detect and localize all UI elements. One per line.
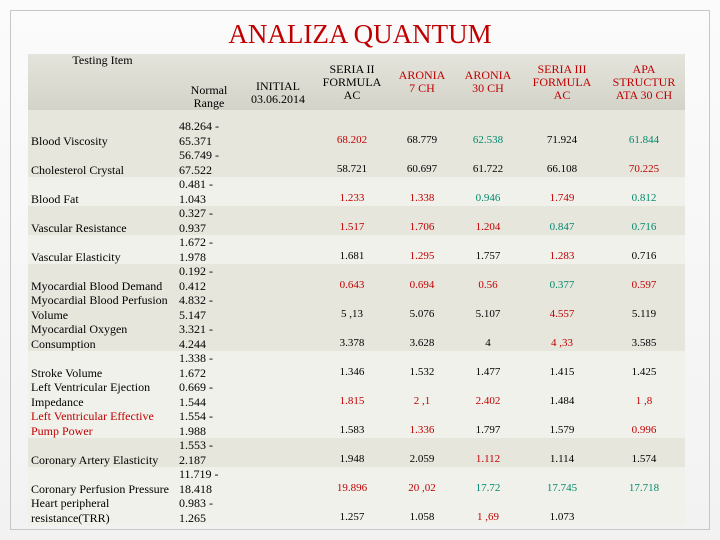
header-line: ARONIA — [398, 68, 446, 82]
value-cell: 1.204 — [475, 221, 501, 233]
value-cell: 1.346 — [339, 366, 365, 378]
testing-item-cell — [28, 409, 177, 438]
text-line: 0.669 - 1.544 — [179, 380, 213, 409]
header-line: SERIA II — [329, 61, 375, 76]
initial-cell — [241, 206, 315, 235]
value-cell: 2.402 — [475, 395, 501, 407]
value-cell: 0.694 — [409, 279, 435, 291]
text-line: 1.338 - 1.672 — [179, 351, 213, 380]
text-line: 18.418 — [179, 481, 212, 496]
value-cell: 66.108 — [546, 163, 578, 175]
normal-range-cell — [177, 177, 241, 206]
value-cell: 1.477 — [475, 366, 501, 378]
initial-cell — [241, 110, 315, 148]
value-cell: 58.721 — [336, 163, 368, 175]
value-cell: 62.538 — [472, 134, 504, 146]
header-seria-ii — [315, 54, 389, 110]
header-line: 03.06.2014 — [251, 92, 305, 106]
text-line: Cholesterol Crystal — [31, 162, 124, 177]
text-line: 4.832 - 5.147 — [179, 293, 213, 322]
text-line: 65.371 — [179, 133, 212, 148]
testing-item-cell — [28, 438, 177, 467]
testing-item-cell — [28, 322, 177, 351]
value-cell: 20 ,02 — [408, 482, 436, 494]
testing-item-cell — [28, 110, 177, 148]
table-row — [28, 409, 685, 438]
value-cell: 68.202 — [336, 134, 368, 146]
testing-item-cell — [28, 467, 177, 496]
value-cell: 61.844 — [628, 134, 660, 146]
value-cell: 4.557 — [549, 308, 575, 320]
table-row — [28, 206, 685, 235]
table-row — [28, 293, 685, 322]
normal-range-cell — [177, 496, 241, 525]
text-line: 3.321 - 4.244 — [179, 322, 213, 351]
value-cell: 3.378 — [339, 337, 365, 349]
value-cell: 17.72 — [475, 482, 501, 494]
value-cell: 19.896 — [336, 482, 368, 494]
header-line: Range — [193, 96, 225, 110]
value-cell: 68.779 — [406, 134, 438, 146]
value-cell: 2.059 — [409, 453, 435, 465]
header-line: AC — [553, 87, 571, 102]
text-line: 1.672 - 1.978 — [179, 235, 213, 264]
value-cell: 3.628 — [409, 337, 435, 349]
value-cell: 0.56 — [478, 279, 498, 291]
value-cell: 1.484 — [549, 395, 575, 407]
value-cell: 5.107 — [475, 308, 501, 320]
value-cell: 17.718 — [628, 482, 660, 494]
table-row — [28, 322, 685, 351]
header-testing-item — [28, 54, 177, 110]
value-cell: 5.119 — [631, 308, 657, 320]
text-line: Coronary Artery Elasticity — [31, 452, 159, 467]
initial-cell — [241, 148, 315, 177]
text-line: 1.554 - 1.988 — [179, 409, 213, 438]
text-line: 56.749 - — [179, 148, 219, 162]
value-cell: 1 ,69 — [477, 511, 499, 523]
table-row — [28, 110, 685, 148]
initial-cell — [241, 322, 315, 351]
text-line: Impedance — [31, 394, 84, 409]
testing-item-cell — [28, 496, 177, 525]
value-cell: 5 ,13 — [341, 308, 363, 320]
header-line: STRUCTUR — [612, 74, 676, 89]
text-line: Left Ventricular Effective — [31, 409, 154, 423]
value-cell: 1.757 — [475, 250, 501, 262]
testing-item-cell — [28, 264, 177, 293]
initial-cell — [241, 293, 315, 322]
value-cell: 0.716 — [631, 250, 657, 262]
testing-item-cell — [28, 148, 177, 177]
normal-range-cell — [177, 409, 241, 438]
value-cell: 0.643 — [339, 279, 365, 291]
text-line: Heart peripheral — [31, 496, 110, 510]
text-line: Vascular Elasticity — [31, 249, 121, 264]
initial-cell — [241, 438, 315, 467]
value-cell: 0.716 — [631, 221, 657, 233]
text-line: 11.719 - — [179, 467, 219, 481]
table-row — [28, 148, 685, 177]
value-cell: 1.517 — [339, 221, 365, 233]
value-cell: 70.225 — [628, 163, 660, 175]
text-line: Coronary Perfusion Pressure — [31, 481, 169, 496]
header-line: ATA 30 CH — [615, 87, 673, 102]
table-row — [28, 380, 685, 409]
text-line: Myocardial Blood Perfusion — [31, 293, 168, 307]
text-line: 0.327 - 0.937 — [179, 206, 213, 235]
testing-item-cell — [28, 235, 177, 264]
value-cell: 17.745 — [546, 482, 578, 494]
value-cell: 1.338 — [409, 192, 435, 204]
initial-cell — [241, 467, 315, 496]
text-line: 67.522 — [179, 162, 212, 177]
value-cell: 1.233 — [339, 192, 365, 204]
header-line: FORMULA — [532, 74, 592, 89]
testing-item-cell — [28, 380, 177, 409]
value-cell: 71.924 — [546, 134, 578, 146]
header-line: Normal — [190, 83, 228, 97]
value-cell: 3.585 — [631, 337, 657, 349]
value-cell: 0.946 — [475, 192, 501, 204]
text-line: Stroke Volume — [31, 365, 103, 380]
value-cell: 1.797 — [475, 424, 501, 436]
page-title: ANALIZA QUANTUM — [228, 19, 492, 49]
text-line: 48.264 - — [179, 119, 219, 133]
text-line: 0.983 - 1.265 — [179, 496, 213, 525]
value-cell: 4 ,33 — [551, 337, 573, 349]
normal-range-cell — [177, 467, 241, 496]
value-cell: 0.847 — [549, 221, 575, 233]
header-apa-structurata — [603, 54, 685, 110]
text-line: 1.553 - 2.187 — [179, 438, 213, 467]
text-line: 0.192 - 0.412 — [179, 264, 213, 293]
table-row — [28, 467, 685, 496]
text-line: Left Ventricular Ejection — [31, 380, 151, 394]
value-cell — [603, 496, 685, 525]
value-cell: 1.579 — [549, 424, 575, 436]
text-line: Blood Viscosity — [31, 133, 108, 148]
header-seria-iii — [521, 54, 603, 110]
normal-range-cell — [177, 293, 241, 322]
text-line: Vascular Resistance — [31, 220, 127, 235]
value-cell: 1.295 — [409, 250, 435, 262]
initial-cell — [241, 351, 315, 380]
value-cell: 1.574 — [631, 453, 657, 465]
initial-cell — [241, 380, 315, 409]
table-row — [28, 496, 685, 525]
value-cell: 0.812 — [631, 192, 657, 204]
header-line: ARONIA — [464, 68, 512, 82]
normal-range-cell — [177, 264, 241, 293]
header-normal-range — [177, 54, 241, 110]
value-cell: 1.681 — [339, 250, 365, 262]
text-line: Blood Fat — [31, 191, 79, 206]
table-row — [28, 351, 685, 380]
normal-range-cell — [177, 438, 241, 467]
value-cell: 0.597 — [631, 279, 657, 291]
table-row — [28, 438, 685, 467]
value-cell: 5.076 — [409, 308, 435, 320]
value-cell: 60.697 — [406, 163, 438, 175]
header-line: INITIAL — [256, 79, 300, 93]
header-line: 7 CH — [409, 81, 435, 95]
value-cell: 0.996 — [631, 424, 657, 436]
table-row — [28, 264, 685, 293]
header-line: 30 CH — [472, 81, 504, 95]
value-cell: 1 ,8 — [635, 395, 653, 407]
value-cell: 1.583 — [339, 424, 365, 436]
header-aronia-30ch — [455, 54, 521, 110]
value-cell: 1.706 — [409, 221, 435, 233]
text-line: Myocardial Oxygen — [31, 322, 128, 336]
text-line: Volume — [31, 307, 69, 322]
header-line: APA — [632, 61, 656, 76]
normal-range-cell — [177, 206, 241, 235]
header-aronia-7ch — [389, 54, 455, 110]
testing-item-cell — [28, 351, 177, 380]
value-cell: 1.283 — [549, 250, 575, 262]
testing-item-cell — [28, 177, 177, 206]
value-cell: 1.948 — [339, 453, 365, 465]
value-cell: 1.112 — [475, 453, 501, 465]
initial-cell — [241, 177, 315, 206]
text-line: 0.481 - 1.043 — [179, 177, 213, 206]
value-cell: 1.336 — [409, 424, 435, 436]
normal-range-cell — [177, 110, 241, 148]
header-line: Testing Item — [72, 54, 133, 67]
value-cell: 1.749 — [549, 192, 575, 204]
testing-item-cell — [28, 206, 177, 235]
text-line: Pump Power — [31, 423, 93, 438]
value-cell: 61.722 — [472, 163, 504, 175]
text-line: Myocardial Blood Demand — [31, 278, 163, 293]
text-line: Consumption — [31, 336, 96, 351]
normal-range-cell — [177, 148, 241, 177]
value-cell: 1.058 — [409, 511, 435, 523]
value-cell: 1.815 — [339, 395, 365, 407]
table-row — [28, 235, 685, 264]
header-line: SERIA III — [537, 61, 587, 76]
value-cell: 4 — [485, 337, 491, 349]
testing-item-cell — [28, 293, 177, 322]
value-cell: 0.377 — [549, 279, 575, 291]
initial-cell — [241, 235, 315, 264]
initial-cell — [241, 264, 315, 293]
initial-cell — [241, 409, 315, 438]
results-table — [28, 54, 685, 525]
value-cell: 1.257 — [339, 511, 365, 523]
header-line: FORMULA — [322, 74, 382, 89]
normal-range-cell — [177, 380, 241, 409]
header-row — [28, 54, 685, 110]
header-line: AC — [343, 87, 361, 102]
table-row — [28, 177, 685, 206]
header-initial — [241, 54, 315, 110]
value-cell: 1.425 — [631, 366, 657, 378]
normal-range-cell — [177, 322, 241, 351]
value-cell: 1.415 — [549, 366, 575, 378]
value-cell: 1.532 — [409, 366, 435, 378]
initial-cell — [241, 496, 315, 525]
value-cell: 1.114 — [549, 453, 575, 465]
normal-range-cell — [177, 351, 241, 380]
value-cell: 2 ,1 — [413, 395, 431, 407]
text-line: resistance(TRR) — [31, 510, 110, 525]
normal-range-cell — [177, 235, 241, 264]
value-cell: 1.073 — [549, 511, 575, 523]
